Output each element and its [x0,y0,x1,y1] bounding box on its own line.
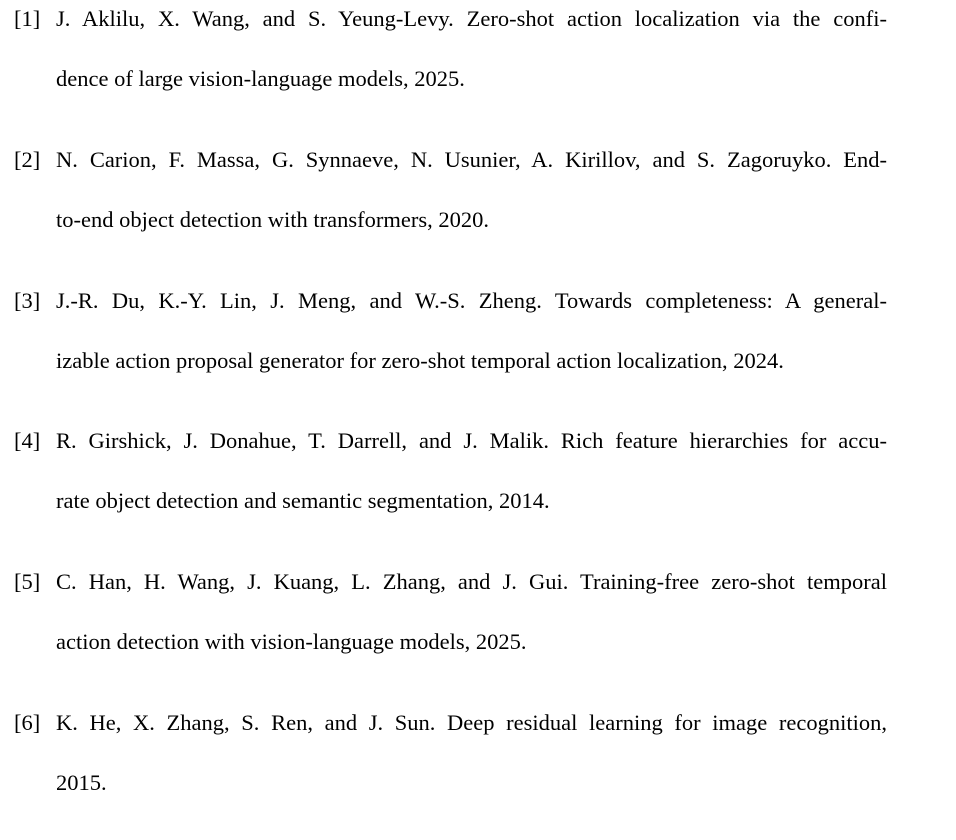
reference-text-line-2: izable action proposal generator for zero-shot temporal action localization, 2024. [56,348,784,373]
reference-text-line-2: action detection with vision-language models, 2025. [56,629,527,654]
reference-text-line-2: rate object detection and semantic segmentation, 2014. [56,488,550,513]
reference-item [0,569,956,699]
reference-text-line-2: to-end object detection with transformers, 2020. [56,207,490,232]
reference-item [0,710,956,840]
reference-number: [4] [14,428,41,453]
reference-item [0,428,956,558]
reference-text-line-1: J. Aklilu, X. Wang, and S. Yeung-Levy. Zero-shot action localization via the confi- [56,6,887,31]
reference-number: [6] [14,710,41,735]
reference-text-line-2: 2015. [56,770,107,795]
reference-number: [3] [14,288,41,313]
reference-text-line-1: N. Carion, F. Massa, G. Synnaeve, N. Usunier, A. Kirillov, and S. Zagoruyko. End- [56,147,887,172]
reference-text-line-1: C. Han, H. Wang, J. Kuang, L. Zhang, and J. Gui. Training-free zero-shot temporal [56,569,887,594]
reference-number: [2] [14,147,41,172]
reference-item [0,288,956,418]
reference-text-line-1: R. Girshick, J. Donahue, T. Darrell, and J. Malik. Rich feature hierarchies for accu- [56,428,887,453]
reference-item [0,147,956,277]
reference-text-line-2: dence of large vision-language models, 2025. [56,66,465,91]
reference-number: [5] [14,569,41,594]
reference-text-line-1: K. He, X. Zhang, S. Ren, and J. Sun. Deep residual learning for image recognition, [56,710,887,735]
reference-number: [1] [14,6,41,31]
reference-item [0,6,956,136]
reference-text-line-1: J.-R. Du, K.-Y. Lin, J. Meng, and W.-S. Zheng. Towards completeness: A general- [56,288,887,313]
